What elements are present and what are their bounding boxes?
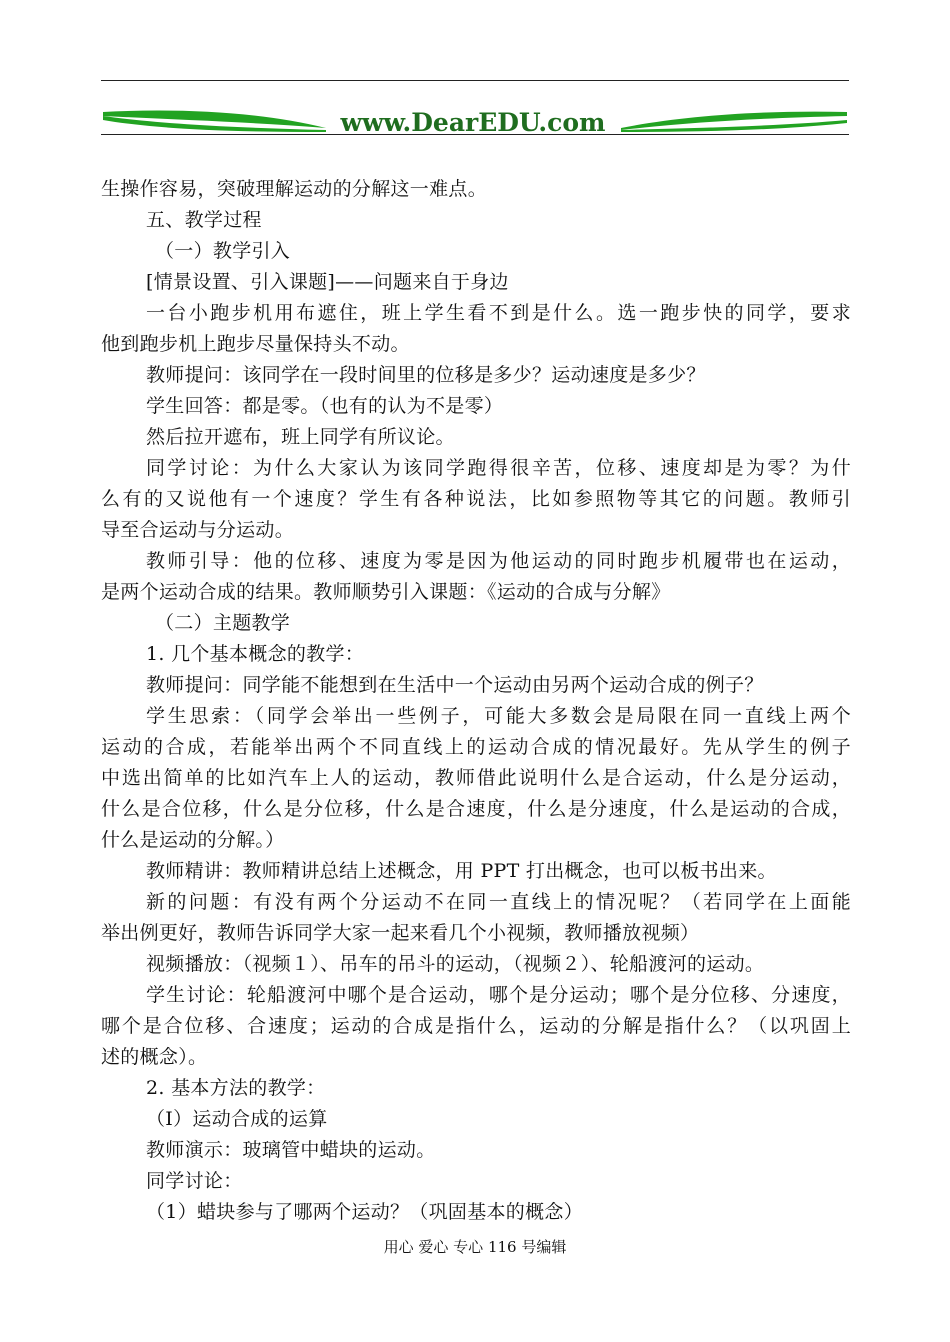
- paragraph-line: 教师演示：玻璃管中蜡块的运动。: [146, 1139, 436, 1161]
- paragraph-line: 教师精讲：教师精讲总结上述概念，用 PPT 打出概念，也可以板书出来。: [146, 860, 777, 882]
- paragraph-line: 然后拉开遮布，班上同学有所议论。: [146, 426, 455, 448]
- paragraph-line: 么有的又说他有一个速度？学生有各种说法，比如参照物等其它的问题。教师引: [101, 488, 851, 510]
- subsection-heading: （二）主题教学: [155, 612, 291, 634]
- paragraph-line: （1）蜡块参与了哪两个运动？（巩固基本的概念）: [146, 1201, 583, 1223]
- paragraph-line: 什么是运动的分解。）: [101, 829, 285, 851]
- site-url-text: www.DearEDU.com: [340, 108, 606, 137]
- left-swoosh: [103, 111, 326, 128]
- paragraph-line: 教师提问：同学能不能想到在生活中一个运动由另两个运动合成的例子？: [146, 674, 764, 696]
- paragraph-line: 教师引导：他的位移、速度为零是因为他运动的同时跑步机履带也在运动，: [146, 550, 851, 572]
- paragraph-line: 导至合运动与分运动。: [101, 519, 295, 541]
- paragraph-line: 1. 几个基本概念的教学：: [146, 643, 365, 665]
- paragraph-line: 中选出简单的比如汽车上人的运动，教师借此说明什么是合运动，什么是分运动，: [101, 767, 851, 789]
- banner-logo: [101, 102, 849, 138]
- paragraph-line: 生操作容易，突破理解运动的分解这一难点。: [101, 178, 488, 200]
- section-heading: 五、教学过程: [146, 209, 262, 231]
- paragraph-line: 他到跑步机上跑步尽量保持头不动。: [101, 333, 410, 355]
- paragraph-line: 举出例更好，教师告诉同学大家一起来看几个小视频，教师播放视频）: [101, 922, 700, 944]
- header-bottom-rule: [101, 134, 849, 135]
- paragraph-line: 同学讨论：: [146, 1170, 243, 1192]
- paragraph-line: [情景设置、引入课题]——问题来自于身边: [146, 271, 509, 293]
- document-body: [101, 174, 851, 1228]
- site-banner: [101, 102, 849, 138]
- paragraph-line: （I）运动合成的运算: [146, 1108, 328, 1130]
- paragraph-line: 学生思索：（同学会举出一些例子，可能大多数会是局限在同一直线上两个: [146, 705, 851, 727]
- paragraph-line: 同学讨论：为什么大家认为该同学跑得很辛苦，位移、速度却是为零？为什: [146, 457, 851, 479]
- header-top-rule: [101, 80, 849, 81]
- paragraph-line: 2. 基本方法的教学：: [146, 1077, 326, 1099]
- paragraph-line: 新的问题：有没有两个分运动不在同一直线上的情况呢？（若同学在上面能: [146, 891, 851, 913]
- paragraph-line: 是两个运动合成的结果。教师顺势引入课题：《运动的合成与分解》: [101, 581, 671, 603]
- paragraph-line: 学生讨论：轮船渡河中哪个是合运动，哪个是分运动；哪个是分位移、分速度，: [146, 984, 851, 1006]
- paragraph-line: 视频播放：（视频１）、吊车的吊斗的运动，（视频２）、轮船渡河的运动。: [146, 953, 765, 975]
- paragraph-line: 哪个是合位移、合速度；运动的合成是指什么，运动的分解是指什么？（以巩固上: [101, 1015, 851, 1037]
- paragraph-line: 什么是合位移，什么是分位移，什么是合速度，什么是分速度，什么是运动的合成，: [101, 798, 851, 820]
- page-footer: 用心 爱心 专心 116 号编辑: [383, 1238, 567, 1256]
- paragraph-line: 述的概念）。: [101, 1046, 208, 1068]
- paragraph-line: 学生回答：都是零。（也有的认为不是零）: [146, 395, 504, 417]
- paragraph-line: 教师提问：该同学在一段时间里的位移是多少？运动速度是多少？: [146, 364, 706, 386]
- paragraph-line: 运动的合成，若能举出两个不同直线上的运动合成的情况最好。先从学生的例子: [101, 736, 851, 758]
- paragraph-line: 一台小跑步机用布遮住，班上学生看不到是什么。选一跑步快的同学，要求: [146, 302, 851, 324]
- subsection-heading: （一）教学引入: [155, 240, 291, 262]
